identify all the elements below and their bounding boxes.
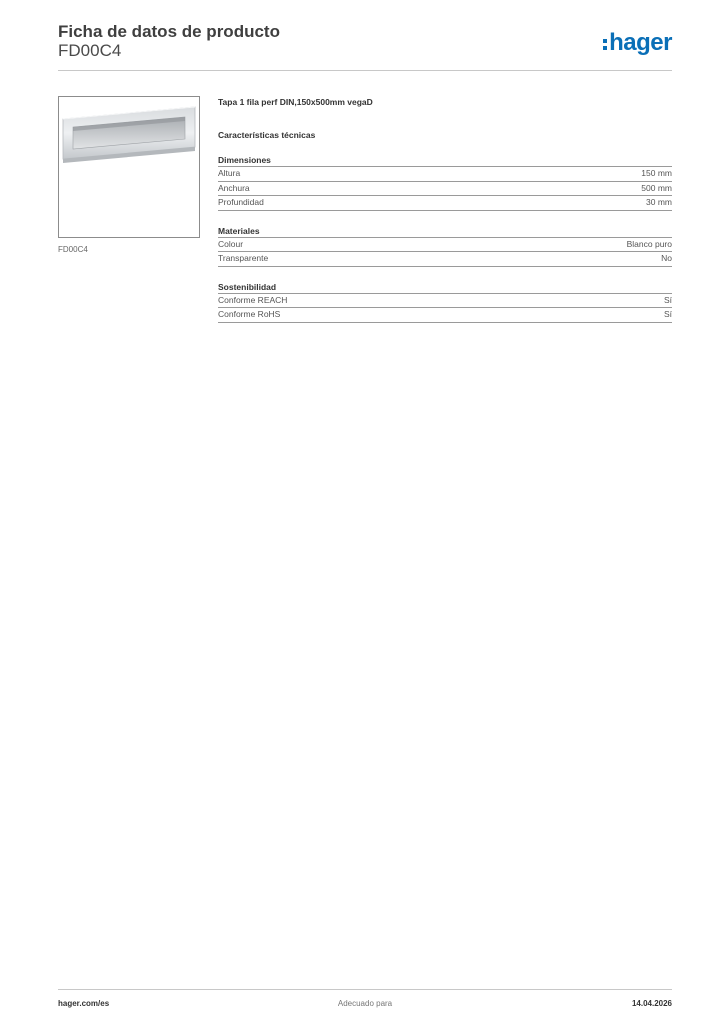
- spec-row: [218, 182, 672, 197]
- product-cover-panel-image: [59, 97, 199, 237]
- section-title: Sostenibilidad: [218, 281, 672, 294]
- spec-row: [218, 196, 672, 211]
- footer-center-text: Adecuado para: [337, 999, 393, 1008]
- spec-label: Transparente: [218, 253, 269, 263]
- logo-dots-icon: [603, 39, 607, 50]
- spec-label: Conforme REACH: [218, 294, 288, 305]
- spec-row: [218, 167, 672, 182]
- spec-value: Blanco puro: [626, 238, 672, 249]
- spec-value: No: [661, 253, 672, 263]
- section-title: Dimensiones: [218, 154, 672, 167]
- spec-row: [218, 308, 672, 323]
- section-materiales: [218, 225, 672, 267]
- spec-row: [218, 252, 672, 267]
- page-header: [58, 20, 672, 71]
- spec-label: Anchura: [218, 182, 250, 193]
- spec-value: Sí: [663, 309, 672, 319]
- product-code: FD00C4: [58, 41, 122, 60]
- spec-row: [218, 238, 672, 253]
- spec-value: Sí: [663, 294, 672, 305]
- spec-label: Profundidad: [218, 197, 264, 207]
- spec-label: Colour: [218, 238, 244, 249]
- document-title: Ficha de datos de producto: [58, 22, 280, 41]
- spec-row: [218, 294, 672, 309]
- spec-value: 150 mm: [641, 168, 672, 178]
- section-sostenibilidad: [218, 281, 672, 323]
- footer-date: 14.04.2026: [631, 999, 672, 1008]
- spec-label: Conforme RoHS: [218, 309, 281, 319]
- hager-logo: [603, 30, 672, 56]
- product-details: [218, 96, 672, 323]
- footer-website-link[interactable]: hager.com/es: [58, 999, 110, 1008]
- image-caption: FD00C4: [58, 245, 88, 254]
- product-description: Tapa 1 fila perf DIN,150x500mm vegaD: [218, 97, 373, 107]
- product-image: [58, 96, 200, 238]
- spec-value: 30 mm: [646, 197, 672, 207]
- spec-value: 500 mm: [641, 182, 672, 193]
- section-dimensiones: [218, 154, 672, 211]
- spec-label: Altura: [218, 168, 241, 178]
- page-footer: [58, 989, 672, 1014]
- characteristics-title: Características técnicas: [218, 130, 316, 140]
- logo-text: hager: [609, 29, 672, 56]
- section-title: Materiales: [218, 225, 672, 238]
